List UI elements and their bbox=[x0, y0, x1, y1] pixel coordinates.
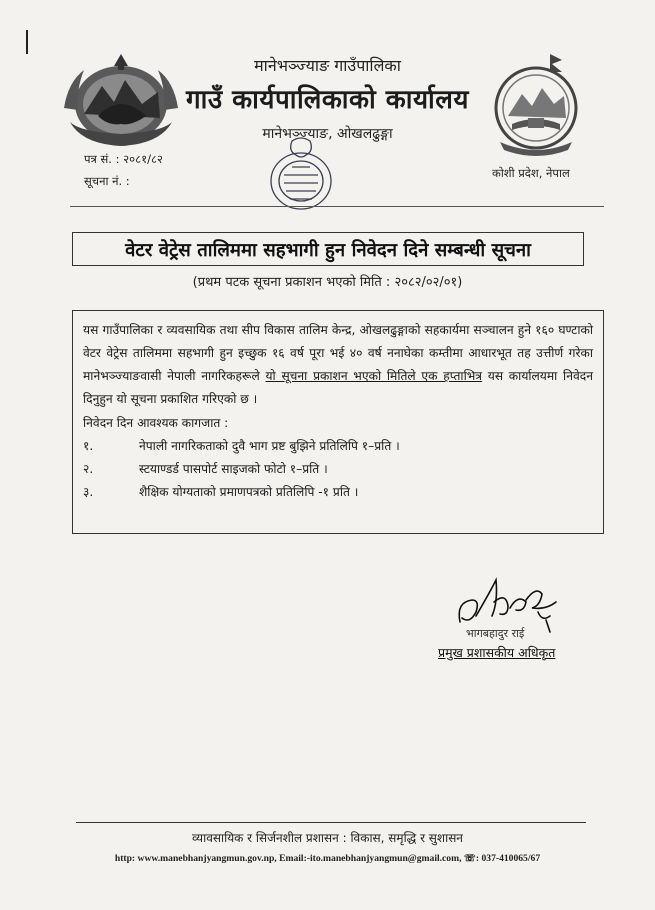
list-item-number: २. bbox=[83, 462, 94, 476]
signer-title: प्रमुख प्रशासकीय अधिकृत bbox=[438, 645, 556, 660]
footer-motto: व्यावसायिक र सिर्जनशील प्रशासन : विकास, समृद्धि र सुशासन bbox=[192, 831, 463, 845]
notice-deadline: यो सूचना प्रकाशन भएको मितिले एक हप्ताभित्र bbox=[265, 369, 483, 383]
province-label: कोशी प्रदेश, नेपाल bbox=[492, 166, 570, 180]
office-name: गाउँ कार्यपालिकाको कार्यालय bbox=[186, 85, 469, 115]
municipality-name: मानेभञ्ज्याङ गाउँपालिका bbox=[254, 56, 401, 75]
notice-number: सूचना नं. : bbox=[84, 174, 130, 188]
office-seal-icon bbox=[262, 133, 340, 215]
notice-content bbox=[72, 310, 604, 534]
notice-body-text: यस गाउँपालिका र व्यवसायिक तथा सीप विकास तालिम केन्द्र, ओखलढुङ्गाको सहकार्यमा सञ्चालन हुने १६० घण्टाको वेटर वेट्रेस तालिममा सहभागी हुन इच्छुक १६ वर्ष पूरा भई ४० वर्ष ननाघेका कम्तीमा आधारभूत तह उत्तीर्ण गरेका मानेभञ्ज्याङवासी नेपाली नागरिकहरूले bbox=[83, 323, 593, 383]
list-item bbox=[83, 435, 593, 458]
header-divider bbox=[70, 206, 604, 207]
scan-edge-mark bbox=[26, 30, 28, 54]
notice-body bbox=[83, 319, 593, 411]
footer-divider bbox=[76, 822, 586, 823]
footer-contact: http: www.manebhanjyangmun.gov.np, Email:-ito.manebhanjyangmun@gmail.com, ☏: 037-410065/67 bbox=[114, 853, 541, 864]
list-item-number: १. bbox=[83, 439, 94, 453]
list-item-number: ३. bbox=[83, 485, 94, 499]
list-item-text: स्टयाण्डर्ड पासपोर्ट साइजको फोटो १–प्रति । bbox=[139, 462, 328, 476]
signer-name: भागबहादुर राई bbox=[466, 627, 525, 640]
notice-body-end: यस कार्यालयमा निवेदन दिनुहुन यो सूचना प्रकाशित गरिएको छ । bbox=[83, 369, 593, 406]
office-address: मानेभञ्ज्याङ, ओखलढुङ्गा bbox=[262, 126, 393, 142]
first-publication-date: (प्रथम पटक सूचना प्रकाशन भएको मिति : २०८२/०२/०१) bbox=[192, 275, 463, 290]
letter-reference-number: पत्र सं. : २०८१/८२ bbox=[84, 152, 163, 166]
documents-heading: निवेदन दिन आवश्यक कागजात : bbox=[83, 416, 229, 430]
notice-title: वेटर वेट्रेस तालिममा सहभागी हुन निवेदन दिने सम्बन्धी सूचना bbox=[72, 232, 584, 266]
list-item bbox=[83, 458, 593, 481]
list-item-text: शैक्षिक योग्यताको प्रमाणपत्रको प्रतिलिपि -१ प्रति । bbox=[139, 485, 359, 499]
list-item-text: नेपाली नागरिकताको दुवै भाग प्रष्ट बुझिने प्रतिलिपि १–प्रति । bbox=[139, 439, 400, 453]
list-item bbox=[83, 481, 593, 504]
